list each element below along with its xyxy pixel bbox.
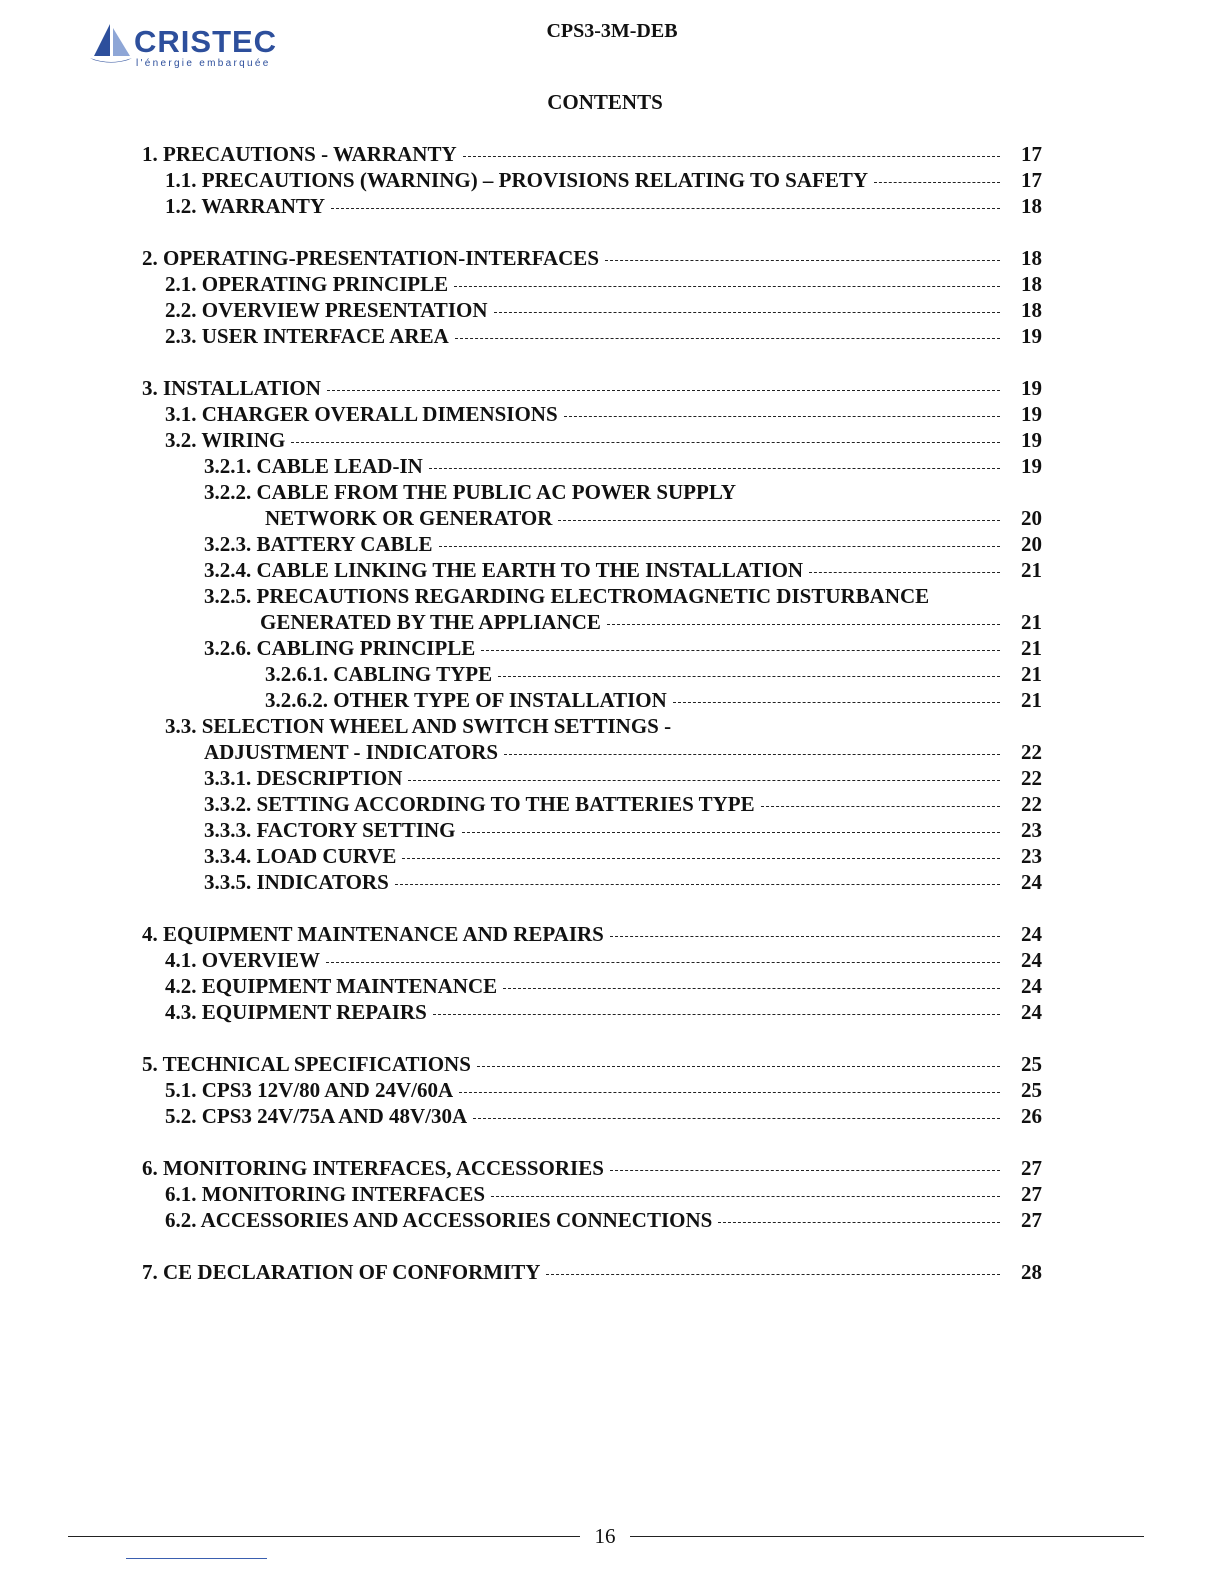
toc-entry[interactable] [142,141,1042,167]
toc-entry-page: 19 [1021,402,1042,426]
toc-leader-dots [491,1196,1000,1197]
toc-entry[interactable] [142,401,1042,427]
toc-leader-dots [459,1092,1000,1093]
toc-leader-dots [433,1014,1000,1015]
toc-entry[interactable] [142,1155,1042,1181]
toc-entry-label: 3.3. SELECTION WHEEL AND SWITCH SETTINGS - [165,714,672,738]
toc-entry[interactable] [142,1103,1042,1129]
toc-entry-page: 21 [1021,558,1042,582]
toc-entry-label: 3.1. CHARGER OVERALL DIMENSIONS [165,402,558,426]
toc-entry-page: 19 [1021,428,1042,452]
toc-entry-label: 3.2.6. CABLING PRINCIPLE [204,636,476,660]
toc-entry[interactable] [142,531,1042,557]
toc-leader-dots [439,546,1000,547]
contents-title: CONTENTS [547,90,663,114]
toc-leader-dots [546,1274,1000,1275]
toc-leader-dots [494,312,1001,313]
toc-leader-dots [327,390,1000,391]
toc-entry[interactable] [142,193,1042,219]
toc-entry-label: 3.3.5. INDICATORS [204,870,389,894]
toc-entry-label: 6.2. ACCESSORIES AND ACCESSORIES CONNECTIONS [165,1208,713,1232]
toc-leader-dots [462,832,1001,833]
toc-entry-label: 3.2.1. CABLE LEAD-IN [204,454,423,478]
toc-entry[interactable] [142,661,1042,687]
toc-entry-label: 3.2. WIRING [165,428,286,452]
toc-leader-dots [558,520,1000,521]
toc-entry[interactable] [142,609,1042,635]
toc-entry[interactable] [142,297,1042,323]
toc-entry-page: 23 [1021,818,1042,842]
toc-entry-page: 27 [1021,1182,1042,1206]
toc-entry-page: 24 [1021,948,1042,972]
toc-leader-dots [564,416,1000,417]
toc-entry[interactable] [142,973,1042,999]
toc-leader-dots [607,624,1000,625]
toc-leader-dots [473,1118,1000,1119]
toc-entry-page: 22 [1021,740,1042,764]
toc-entry-label: 4.3. EQUIPMENT REPAIRS [165,1000,427,1024]
toc-entry-page: 25 [1021,1052,1042,1076]
toc-entry-label: 3. INSTALLATION [142,376,321,400]
toc-entry[interactable] [142,1259,1042,1285]
toc-entry[interactable] [142,921,1042,947]
toc-leader-dots [455,338,1000,339]
toc-entry-label: 3.2.3. BATTERY CABLE [204,532,433,556]
page-number: 16 [594,1524,616,1548]
toc-entry-page: 18 [1021,272,1042,296]
toc-leader-dots [429,468,1000,469]
toc-entry-label: 3.2.6.1. CABLING TYPE [265,662,493,686]
toc-entry-page: 22 [1021,766,1042,790]
toc-leader-dots [809,572,1000,573]
toc-leader-dots [503,988,1000,989]
toc-entry-label: ADJUSTMENT - INDICATORS [204,740,499,764]
toc-entry-page: 21 [1021,688,1042,712]
toc-leader-dots [610,1170,1000,1171]
toc-entry-label: 3.3.1. DESCRIPTION [204,766,403,790]
toc-entry-label: 1. PRECAUTIONS - WARRANTY [142,142,457,166]
toc-entry-page: 19 [1021,454,1042,478]
toc-entry[interactable] [142,167,1042,193]
toc-entry-label: 4. EQUIPMENT MAINTENANCE AND REPAIRS [142,922,604,946]
toc-entry[interactable] [142,427,1042,453]
toc-entry-page: 19 [1021,376,1042,400]
toc-entry-page: 21 [1021,662,1042,686]
logo-wordmark: CRISTEC [134,24,278,59]
toc-entry[interactable] [142,271,1042,297]
toc-leader-dots [498,676,1000,677]
toc-entry[interactable] [142,817,1042,843]
toc-entry-page: 25 [1021,1078,1042,1102]
toc-leader-dots [718,1222,1000,1223]
footer-link-underline [126,1558,267,1559]
toc-entry-page: 22 [1021,792,1042,816]
toc-entry-label: 3.2.4. CABLE LINKING THE EARTH TO THE INSTALLATION [204,558,804,582]
toc-entry-label: 2.3. USER INTERFACE AREA [165,324,449,348]
toc-entry-page: 24 [1021,922,1042,946]
toc-entry-page: 23 [1021,844,1042,868]
logo-tagline: l'énergie embarquée [136,58,271,69]
toc-entry[interactable] [142,765,1042,791]
toc-entry-label: 7. CE DECLARATION OF CONFORMITY [142,1260,541,1284]
toc-entry-page: 17 [1021,142,1042,166]
toc-entry[interactable] [142,869,1042,895]
table-of-contents [142,141,1042,1285]
toc-entry-page: 18 [1021,194,1042,218]
toc-entry[interactable] [142,687,1042,713]
toc-entry-page: 20 [1021,506,1042,530]
toc-entry-label: 3.3.3. FACTORY SETTING [204,818,456,842]
toc-leader-dots [761,806,1000,807]
toc-entry[interactable] [142,245,1042,271]
toc-entry-label: 5. TECHNICAL SPECIFICATIONS [142,1052,471,1076]
toc-entry-page: 24 [1021,974,1042,998]
toc-entry[interactable] [142,583,1042,609]
toc-entry-label: 2.2. OVERVIEW PRESENTATION [165,298,488,322]
toc-entry-page: 28 [1021,1260,1042,1284]
toc-entry[interactable] [142,999,1042,1025]
toc-entry-page: 18 [1021,246,1042,270]
toc-leader-dots [331,208,1000,209]
toc-entry[interactable] [142,1077,1042,1103]
toc-entry-page: 17 [1021,168,1042,192]
toc-leader-dots [605,260,1000,261]
toc-entry[interactable] [142,739,1042,765]
toc-entry-label: 2. OPERATING-PRESENTATION-INTERFACES [142,246,599,270]
document-code: CPS3-3M-DEB [546,20,678,42]
toc-entry-page: 21 [1021,610,1042,634]
toc-entry[interactable] [142,635,1042,661]
footer-rule-left [68,1536,580,1537]
toc-leader-dots [326,962,1000,963]
toc-entry-page: 21 [1021,636,1042,660]
toc-entry-label: 3.3.2. SETTING ACCORDING TO THE BATTERIES TYPE [204,792,755,816]
toc-entry[interactable] [142,453,1042,479]
toc-entry[interactable] [142,375,1042,401]
toc-entry-label: 3.2.6.2. OTHER TYPE OF INSTALLATION [265,688,667,712]
toc-entry[interactable] [142,843,1042,869]
toc-entry-label: 4.1. OVERVIEW [165,948,321,972]
toc-leader-dots [408,780,1000,781]
toc-leader-dots [477,1066,1000,1067]
toc-leader-dots [673,702,1000,703]
toc-entry[interactable] [142,791,1042,817]
toc-entry[interactable] [142,479,1042,505]
toc-entry[interactable] [142,713,1042,739]
toc-entry[interactable] [142,1207,1042,1233]
toc-entry[interactable] [142,947,1042,973]
toc-entry-label: 5.1. CPS3 12V/80 AND 24V/60A [165,1078,454,1102]
toc-leader-dots [454,286,1000,287]
toc-leader-dots [504,754,1000,755]
toc-entry-page: 18 [1021,298,1042,322]
toc-leader-dots [291,442,1000,443]
toc-entry[interactable] [142,505,1042,531]
toc-entry-page: 26 [1021,1104,1042,1128]
toc-entry[interactable] [142,1181,1042,1207]
footer-rule-right [630,1536,1144,1537]
toc-entry-page: 27 [1021,1208,1042,1232]
toc-entry-label: 2.1. OPERATING PRINCIPLE [165,272,449,296]
toc-entry[interactable] [142,1051,1042,1077]
toc-entry-label: 3.2.2. CABLE FROM THE PUBLIC AC POWER SUPPLY [204,480,737,504]
toc-entry-label: NETWORK OR GENERATOR [265,506,553,530]
toc-entry-label: 1.2. WARRANTY [165,194,326,218]
toc-entry-page: 19 [1021,324,1042,348]
toc-leader-dots [463,156,1000,157]
toc-leader-dots [874,182,1000,183]
toc-entry[interactable] [142,557,1042,583]
toc-entry-label: 1.1. PRECAUTIONS (WARNING) – PROVISIONS RELATING TO SAFETY [165,168,869,192]
toc-entry-page: 24 [1021,1000,1042,1024]
toc-entry-label: GENERATED BY THE APPLIANCE [260,610,601,634]
toc-entry-label: 3.3.4. LOAD CURVE [204,844,397,868]
toc-entry-label: 3.2.5. PRECAUTIONS REGARDING ELECTROMAGNETIC DISTURBANCE [204,584,930,608]
toc-entry-label: 5.2. CPS3 24V/75A AND 48V/30A [165,1104,468,1128]
toc-entry[interactable] [142,323,1042,349]
toc-leader-dots [610,936,1000,937]
toc-leader-dots [481,650,1000,651]
toc-entry-label: 4.2. EQUIPMENT MAINTENANCE [165,974,498,998]
toc-entry-page: 27 [1021,1156,1042,1180]
toc-entry-page: 24 [1021,870,1042,894]
toc-entry-page: 20 [1021,532,1042,556]
toc-entry-label: 6. MONITORING INTERFACES, ACCESSORIES [142,1156,604,1180]
toc-leader-dots [402,858,1000,859]
toc-entry-label: 6.1. MONITORING INTERFACES [165,1182,486,1206]
toc-leader-dots [395,884,1000,885]
